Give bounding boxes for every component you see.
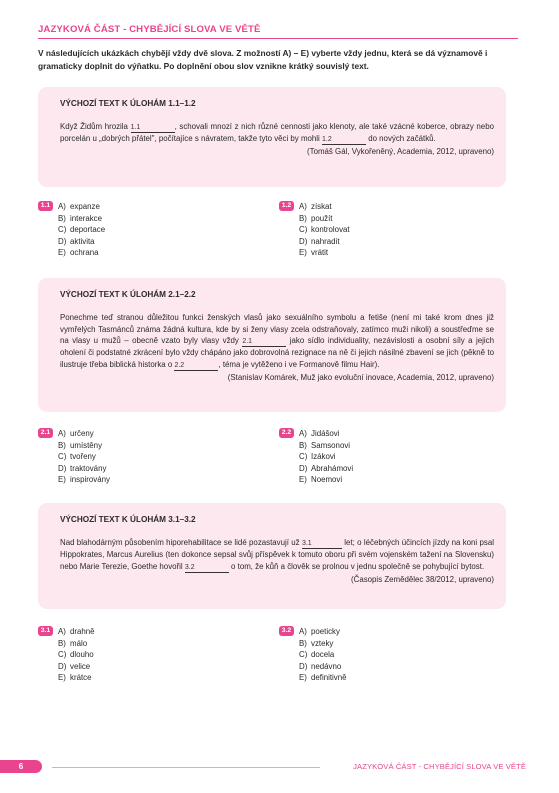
option-d[interactable]: D) Abrahámovi xyxy=(299,463,354,473)
text-segment: o tom, že kůň a člověk se prolnou v jednu společně se pohybující bytost. xyxy=(228,561,485,571)
option-d[interactable]: D) aktivita xyxy=(58,236,95,246)
option-d[interactable]: D) nedávno xyxy=(299,661,342,671)
option-c[interactable]: C) docela xyxy=(299,650,335,660)
text-segment: Nad blahodárným působením hiporehabilitace se lidé pozastavují už xyxy=(60,538,302,547)
question-2-2 xyxy=(279,428,353,486)
title-divider xyxy=(38,38,518,39)
option-e[interactable]: E) Noemovi xyxy=(299,475,343,485)
option-a[interactable]: A) získat xyxy=(299,202,332,211)
option-a[interactable]: A) určeny xyxy=(58,429,94,438)
option-c[interactable]: C) Izákovi xyxy=(299,452,336,462)
source-text-heading: VÝCHOZÍ TEXT K ÚLOHÁM 2.1–2.2 xyxy=(60,290,196,299)
question-number-badge: 3.2 xyxy=(279,626,294,636)
source-text-box-3 xyxy=(38,503,506,609)
option-a[interactable]: A) Jidášovi xyxy=(299,429,340,438)
option-c[interactable]: C) tvořeny xyxy=(58,452,96,462)
text-segment: Když Židům hrozila xyxy=(60,122,131,131)
option-b[interactable]: B) Samsonovi xyxy=(299,440,351,450)
blank-1-2: 1.2 xyxy=(322,136,366,145)
blank-2-2: 2.2 xyxy=(174,362,218,371)
source-citation: (Stanislav Komárek, Muž jako evoluční inovace, Academia, 2012, upraveno) xyxy=(227,372,494,382)
source-text-box-2 xyxy=(38,278,506,412)
text-segment: do nových začátků. xyxy=(366,134,436,143)
option-e[interactable]: E) ochrana xyxy=(58,248,99,258)
option-e[interactable]: E) inspirovány xyxy=(58,475,110,485)
question-number-badge: 1.1 xyxy=(38,201,53,211)
option-a[interactable]: A) poeticky xyxy=(299,627,340,636)
footer-divider xyxy=(52,767,320,768)
option-e[interactable]: E) vrátit xyxy=(299,248,329,258)
option-c[interactable]: C) dlouho xyxy=(58,650,94,660)
option-e[interactable]: E) krátce xyxy=(58,673,92,683)
option-e[interactable]: E) definitivně xyxy=(299,673,347,683)
question-3-2 xyxy=(279,626,347,684)
text-segment: Ponechme teď stranou důležitou funkci ženských vlasů jako sexuálního symbolu a fetiše (není mi také krom dnes již vymřelých Tasmánců známa žádná kultura, kde by si ženy vlasy zcela odstraňovaly, zatímco muži nikoli) a soustřeďme se na vlasy u mužů – obecně vzato byly vlasy vždy xyxy=(60,313,494,346)
blank-3-1: 3.1 xyxy=(302,540,342,549)
question-number-badge: 2.2 xyxy=(279,428,294,438)
option-b[interactable]: B) umístěny xyxy=(58,440,103,450)
question-3-1 xyxy=(38,626,95,684)
instructions: V následujících ukázkách chybějí vždy dvě slova. Z možností A) – E) vyberte vždy jednu, která se dá významově i gramaticky doplnit do výňatku. Po doplnění obou slov vznikne krátký souvislý text. xyxy=(38,48,488,71)
text-segment: , schovali mnozí z nich různé cennosti jako klenoty, ale také vzácné koberce, obrazy nebo porcelán u „dobrých přátel", počítajíce s návratem, takže tyto věci by mohli xyxy=(60,122,494,143)
option-a[interactable]: A) drahně xyxy=(58,627,95,636)
footer-title: JAZYKOVÁ ČÁST - CHYBĚJÍCÍ SLOVA VE VĚTĚ xyxy=(353,762,526,771)
option-b[interactable]: B) použít xyxy=(299,213,333,223)
option-d[interactable]: D) nahradit xyxy=(299,236,340,246)
option-a[interactable]: A) expanze xyxy=(58,202,100,211)
question-number-badge: 2.1 xyxy=(38,428,53,438)
question-1-2 xyxy=(279,201,350,259)
question-number-badge: 3.1 xyxy=(38,626,53,636)
option-c[interactable]: C) kontrolovat xyxy=(299,225,350,235)
option-b[interactable]: B) málo xyxy=(58,638,88,648)
source-text xyxy=(60,121,494,145)
question-2-1 xyxy=(38,428,110,486)
option-d[interactable]: D) velice xyxy=(58,661,91,671)
text-segment: , téma je vytěženo i ve Formanově filmu Hair). xyxy=(218,359,380,369)
text-segment: jako sídlo individuality, nezávislosti a osobní síly a jejich oholení či podstatné zkrácení bylo vždy chápáno jako dobrovolná rezignace na ně či jejich násilné zbavení se jich (pěkně to ilustruje třeba biblická historka o xyxy=(60,336,495,369)
option-b[interactable]: B) interakce xyxy=(58,213,103,223)
source-citation: (Tomáš Gál, Vykořeněný, Academia, 2012, upraveno) xyxy=(307,147,494,156)
source-text-heading: VÝCHOZÍ TEXT K ÚLOHÁM 3.1–3.2 xyxy=(60,515,196,524)
source-text-box-1 xyxy=(38,87,506,187)
source-text xyxy=(60,537,494,573)
option-b[interactable]: B) vzteky xyxy=(299,638,334,648)
option-c[interactable]: C) deportace xyxy=(58,225,106,235)
question-number-badge: 1.2 xyxy=(279,201,294,211)
question-1-1 xyxy=(38,201,105,259)
source-citation: (Časopis Zemědělec 38/2012, upraveno) xyxy=(351,574,494,584)
source-text xyxy=(60,312,494,371)
option-d[interactable]: D) traktovány xyxy=(58,463,107,473)
section-title: JAZYKOVÁ ČÁST - CHYBĚJÍCÍ SLOVA VE VĚTĚ xyxy=(38,24,261,35)
text-segment: let; o léčebných účincích jízdy na koni psal Hippokrates, Marcus Aurelius (ten dokonce sepsal svůj příspěvek k tomuto oboru při svém vojenském tažení na Slovensku) nebo Marie Terezie, Goethe hovořil xyxy=(60,538,494,571)
blank-1-1: 1.1 xyxy=(131,124,175,133)
blank-3-2: 3.2 xyxy=(185,564,229,573)
source-text-heading: VÝCHOZÍ TEXT K ÚLOHÁM 1.1–1.2 xyxy=(60,99,196,108)
blank-2-1: 2.1 xyxy=(242,338,286,347)
page-number: 6 xyxy=(0,760,42,773)
